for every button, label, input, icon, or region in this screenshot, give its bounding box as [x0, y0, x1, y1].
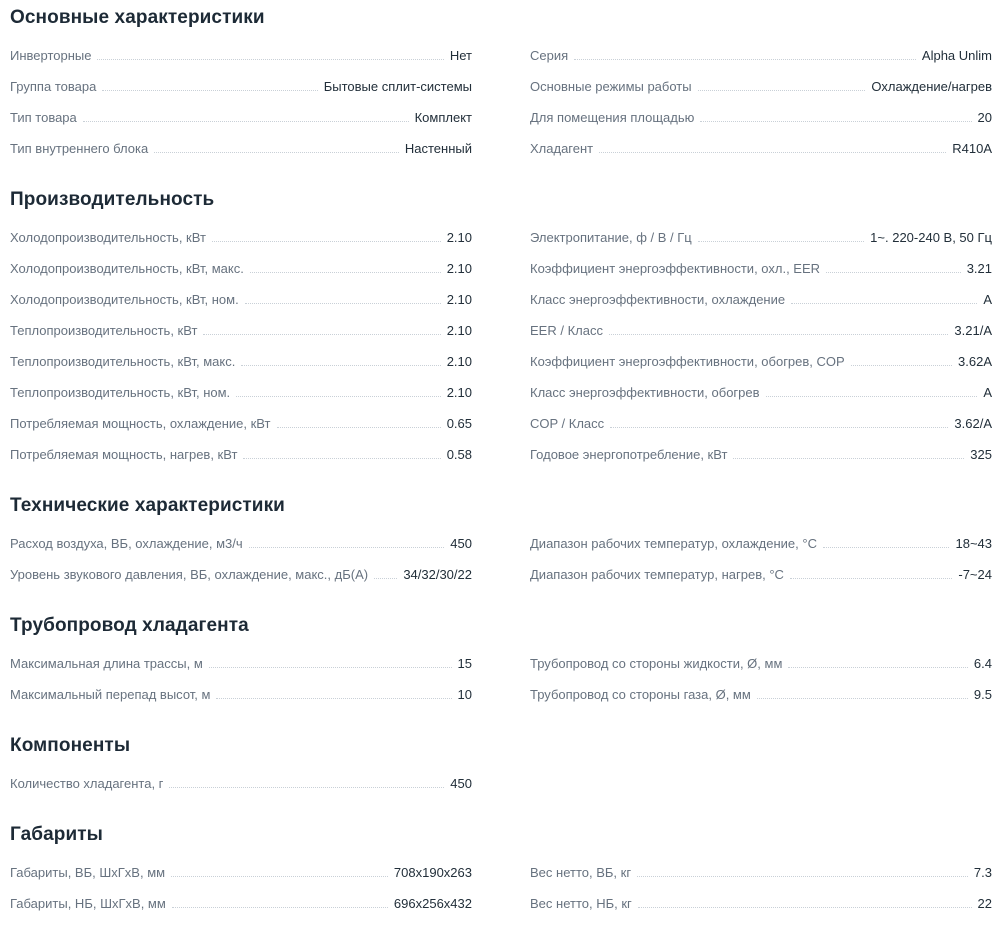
- spec-row: [530, 857, 992, 888]
- section-columns: [10, 857, 992, 919]
- dotted-leader: [610, 427, 948, 428]
- spec-row: [10, 768, 472, 799]
- spec-label: Расход воздуха, ВБ, охлаждение, м3/ч: [10, 535, 243, 551]
- spec-label: Уровень звукового давления, ВБ, охлаждение, макс., дБ(А): [10, 566, 369, 582]
- spec-section: [10, 614, 992, 710]
- section-columns: [10, 40, 992, 164]
- spec-value: Комплект: [414, 109, 472, 125]
- spec-label: Серия: [530, 47, 569, 63]
- dotted-leader: [212, 241, 441, 242]
- spec-section: [10, 6, 992, 164]
- spec-label: Коэффициент энергоэффективности, обогрев, COP: [530, 353, 845, 369]
- spec-label: Тип внутреннего блока: [10, 140, 149, 156]
- spec-label: Теплопроизводительность, кВт: [10, 322, 198, 338]
- spec-section: [10, 188, 992, 470]
- spec-section: [10, 734, 992, 799]
- spec-column-right: [530, 222, 992, 470]
- spec-label: Холодопроизводительность, кВт: [10, 229, 206, 245]
- dotted-leader: [788, 667, 968, 668]
- spec-column-left: [10, 222, 472, 470]
- spec-label: Диапазон рабочих температур, нагрев, °C: [530, 566, 784, 582]
- spec-label: Класс энергоэффективности, охлаждение: [530, 291, 786, 307]
- spec-sections: [10, 6, 992, 919]
- spec-label: Холодопроизводительность, кВт, макс.: [10, 260, 244, 276]
- spec-label: Для помещения площадью: [530, 109, 695, 125]
- section-title: Основные характеристики: [10, 7, 265, 28]
- spec-value: -7~24: [958, 566, 992, 582]
- spec-row: [530, 133, 992, 164]
- dotted-leader: [83, 121, 409, 122]
- dotted-leader: [823, 547, 950, 548]
- spec-label: Инверторные: [10, 47, 92, 63]
- spec-row: [530, 528, 992, 559]
- spec-column-left: [10, 40, 472, 164]
- spec-value: 34/32/30/22: [403, 566, 472, 582]
- spec-label: Количество хладагента, г: [10, 775, 164, 791]
- spec-row: [530, 40, 992, 71]
- spec-section: [10, 823, 992, 919]
- spec-label: Класс энергоэффективности, обогрев: [530, 384, 760, 400]
- spec-row: [10, 346, 472, 377]
- dotted-leader: [203, 334, 440, 335]
- dotted-leader: [638, 907, 972, 908]
- spec-label: Теплопроизводительность, кВт, ном.: [10, 384, 231, 400]
- dotted-leader: [700, 121, 971, 122]
- section-title: Компоненты: [10, 735, 131, 756]
- spec-value: 3.21: [966, 260, 992, 276]
- dotted-leader: [574, 59, 916, 60]
- spec-row: [530, 408, 992, 439]
- spec-value: Охлаждение/нагрев: [871, 78, 992, 94]
- spec-row: [530, 284, 992, 315]
- spec-column-right: [530, 648, 992, 710]
- dotted-leader: [733, 458, 964, 459]
- spec-label: Потребляемая мощность, нагрев, кВт: [10, 446, 238, 462]
- dotted-leader: [97, 59, 443, 60]
- spec-label: Трубопровод со стороны жидкости, Ø, мм: [530, 655, 783, 671]
- spec-row: [10, 284, 472, 315]
- dotted-leader: [277, 427, 441, 428]
- spec-value: 708x190x263: [393, 864, 472, 880]
- section-title: Технические характеристики: [10, 495, 285, 516]
- spec-label: Теплопроизводительность, кВт, макс.: [10, 353, 236, 369]
- spec-label: Трубопровод со стороны газа, Ø, мм: [530, 686, 751, 702]
- spec-label: Диапазон рабочих температур, охлаждение, °C: [530, 535, 817, 551]
- dotted-leader: [243, 458, 440, 459]
- spec-row: [10, 439, 472, 470]
- spec-row: [10, 222, 472, 253]
- dotted-leader: [851, 365, 952, 366]
- spec-row: [10, 559, 472, 590]
- spec-row: [530, 888, 992, 919]
- dotted-leader: [249, 547, 445, 548]
- spec-label: Хладагент: [530, 140, 594, 156]
- spec-value: 7.3: [973, 864, 992, 880]
- spec-row: [530, 559, 992, 590]
- dotted-leader: [698, 241, 864, 242]
- spec-value: 2.10: [446, 353, 472, 369]
- section-columns: [10, 648, 992, 710]
- spec-label: Габариты, НБ, ШхГхВ, мм: [10, 895, 166, 911]
- spec-column-right: [530, 857, 992, 919]
- dotted-leader: [698, 90, 866, 91]
- spec-row: [530, 222, 992, 253]
- spec-row: [530, 648, 992, 679]
- spec-row: [10, 71, 472, 102]
- spec-label: Габариты, ВБ, ШхГхВ, мм: [10, 864, 166, 880]
- spec-row: [530, 71, 992, 102]
- spec-value: 6.4: [973, 655, 992, 671]
- dotted-leader: [757, 698, 968, 699]
- spec-value: Alpha Unlim: [921, 47, 992, 63]
- spec-label: EER / Класс: [530, 322, 603, 338]
- spec-label: Коэффициент энергоэффективности, охл., EER: [530, 260, 821, 276]
- spec-row: [530, 679, 992, 710]
- spec-value: 0.65: [446, 415, 472, 431]
- spec-row: [10, 40, 472, 71]
- spec-value: 15: [457, 655, 472, 671]
- spec-value: 9.5: [973, 686, 992, 702]
- spec-row: [10, 679, 472, 710]
- spec-row: [10, 133, 472, 164]
- spec-row: [10, 315, 472, 346]
- spec-value: 325: [970, 446, 992, 462]
- dotted-leader: [766, 396, 978, 397]
- section-columns: [10, 768, 992, 799]
- spec-label: Тип товара: [10, 109, 77, 125]
- dotted-leader: [599, 152, 946, 153]
- dotted-leader: [102, 90, 317, 91]
- section-title: Трубопровод хладагента: [10, 615, 249, 636]
- spec-row: [10, 377, 472, 408]
- section-title: Производительность: [10, 189, 215, 210]
- spec-value: R410A: [952, 140, 992, 156]
- spec-value: 2.10: [446, 291, 472, 307]
- dotted-leader: [790, 578, 952, 579]
- spec-value: Бытовые сплит-системы: [323, 78, 472, 94]
- section-title: Габариты: [10, 824, 104, 845]
- spec-column-right: [530, 40, 992, 164]
- spec-value: 20: [977, 109, 992, 125]
- spec-column-left: [10, 768, 472, 799]
- spec-label: Группа товара: [10, 78, 97, 94]
- dotted-leader: [637, 876, 968, 877]
- spec-label: Основные режимы работы: [530, 78, 692, 94]
- spec-value: Нет: [449, 47, 472, 63]
- spec-label: Электропитание, ф / В / Гц: [530, 229, 692, 245]
- dotted-leader: [245, 303, 441, 304]
- spec-row: [10, 648, 472, 679]
- spec-value: 18~43: [955, 535, 992, 551]
- spec-value: A: [983, 384, 992, 400]
- spec-value: 0.58: [446, 446, 472, 462]
- spec-value: 450: [450, 535, 472, 551]
- spec-value: 22: [977, 895, 992, 911]
- dotted-leader: [154, 152, 399, 153]
- spec-column-left: [10, 648, 472, 710]
- spec-label: Максимальный перепад высот, м: [10, 686, 211, 702]
- spec-column-left: [10, 857, 472, 919]
- spec-row: [10, 528, 472, 559]
- spec-value: 2.10: [446, 384, 472, 400]
- spec-row: [530, 315, 992, 346]
- spec-value: 1~. 220-240 В, 50 Гц: [870, 229, 992, 245]
- spec-value: 2.10: [446, 322, 472, 338]
- spec-value: 450: [450, 775, 472, 791]
- spec-label: Холодопроизводительность, кВт, ном.: [10, 291, 239, 307]
- spec-value: A: [983, 291, 992, 307]
- spec-row: [530, 439, 992, 470]
- spec-value: 3.62A: [958, 353, 992, 369]
- dotted-leader: [216, 698, 451, 699]
- spec-row: [10, 888, 472, 919]
- spec-value: 2.10: [446, 229, 472, 245]
- spec-row: [10, 857, 472, 888]
- spec-row: [10, 102, 472, 133]
- spec-label: Максимальная длина трассы, м: [10, 655, 203, 671]
- spec-section: [10, 494, 992, 590]
- spec-value: 10: [457, 686, 472, 702]
- spec-label: Потребляемая мощность, охлаждение, кВт: [10, 415, 271, 431]
- section-columns: [10, 222, 992, 470]
- dotted-leader: [826, 272, 961, 273]
- spec-row: [530, 102, 992, 133]
- spec-value: Настенный: [404, 140, 472, 156]
- dotted-leader: [791, 303, 977, 304]
- spec-value: 3.21/A: [954, 322, 992, 338]
- spec-label: Вес нетто, ВБ, кг: [530, 864, 632, 880]
- spec-row: [530, 346, 992, 377]
- spec-column-left: [10, 528, 472, 590]
- spec-value: 696x256x432: [393, 895, 472, 911]
- dotted-leader: [241, 365, 440, 366]
- dotted-leader: [171, 876, 388, 877]
- spec-label: COP / Класс: [530, 415, 605, 431]
- spec-row: [530, 253, 992, 284]
- spec-row: [10, 408, 472, 439]
- section-columns: [10, 528, 992, 590]
- spec-label: Годовое энергопотребление, кВт: [530, 446, 728, 462]
- dotted-leader: [609, 334, 948, 335]
- dotted-leader: [169, 787, 444, 788]
- dotted-leader: [374, 578, 397, 579]
- dotted-leader: [172, 907, 388, 908]
- spec-label: Вес нетто, НБ, кг: [530, 895, 632, 911]
- dotted-leader: [209, 667, 452, 668]
- dotted-leader: [250, 272, 441, 273]
- spec-value: 2.10: [446, 260, 472, 276]
- dotted-leader: [236, 396, 441, 397]
- spec-column-right: [530, 528, 992, 590]
- spec-row: [10, 253, 472, 284]
- spec-row: [530, 377, 992, 408]
- spec-value: 3.62/A: [954, 415, 992, 431]
